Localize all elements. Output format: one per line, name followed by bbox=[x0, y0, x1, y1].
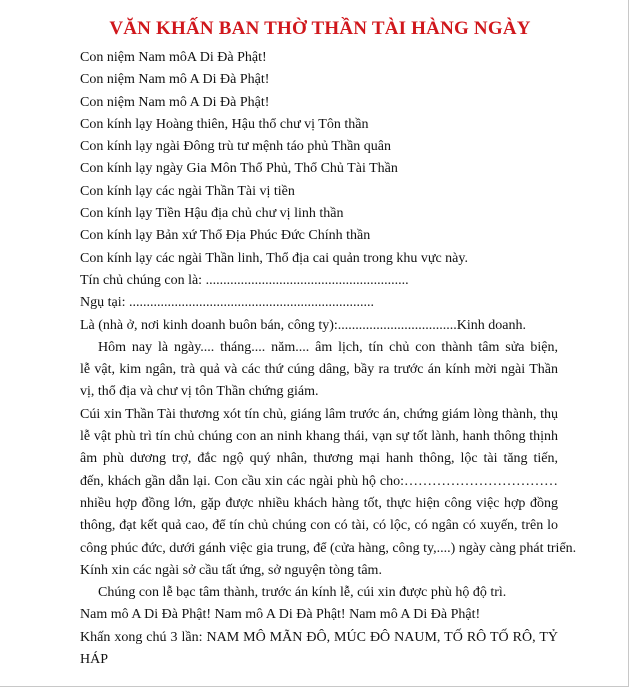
text-line: đến, khách gần dẫn lại. Con cầu xin các ngài phù hộ cho:…………………………… bbox=[80, 473, 558, 489]
text-line: Tín chủ chúng con là: .......................................................... bbox=[80, 272, 409, 288]
text-line: Con kính lạy Tiền Hậu địa chủ chư vị linh thần bbox=[80, 206, 344, 222]
text-line: Hôm nay là ngày.... tháng.... năm.... âm lịch, tín chủ con thành tâm sửa biện, bbox=[98, 339, 558, 355]
text-line: Ngụ tại: ...................................................................... bbox=[80, 295, 374, 311]
text-line: nhiều hợp đồng lớn, gặp được nhiều khách hàng tốt, thực hiện công việc hợp đồng bbox=[80, 495, 558, 511]
text-line: Con kính lạy Hoàng thiên, Hậu thổ chư vị Tôn thần bbox=[80, 116, 369, 132]
text-line: Con kính lạy các ngài Thần linh, Thổ địa cai quản trong khu vực này. bbox=[80, 250, 468, 266]
text-line: Con kính lạy ngài Đông trù tư mệnh táo phủ Thần quân bbox=[80, 139, 392, 155]
text-line: Con kính lạy các ngài Thần Tài vị tiền bbox=[80, 183, 295, 199]
text-line: Con kính lạy ngày Gia Môn Thổ Phủ, Thổ Chủ Tài Thần bbox=[80, 161, 398, 177]
document-title: VĂN KHẤN BAN THỜ THẦN TÀI HÀNG NGÀY bbox=[109, 18, 531, 39]
text-line: lễ vật phù trì tín chủ chúng con an ninh khang thái, vạn sự tốt lành, hanh thông thịnh bbox=[80, 429, 558, 445]
text-line: Con kính lạy Bản xứ Thổ Địa Phúc Đức Chính thần bbox=[80, 228, 371, 244]
text-line: công phúc đức, dưới gánh việc gia trung, để (cửa hàng, công ty,....) ngày càng phát triển. bbox=[80, 540, 577, 556]
text-line: Con niệm Nam mô A Di Đà Phật! bbox=[80, 72, 270, 88]
text-line: Con niệm Nam môA Di Đà Phật! bbox=[80, 50, 267, 65]
text-line: âm phù dương trợ, đắc ngộ quý nhân, thương mại hanh thông, lộc tài tăng tiến, bbox=[80, 451, 558, 467]
text-line: vị, thổ địa và chư vị tôn Thần chứng giám. bbox=[80, 384, 319, 400]
text-line: thông, đạt kết quả cao, để tín chủ chúng con có tài, có lộc, có ngân có xuyến, trên lo bbox=[80, 518, 558, 534]
text-line: Chúng con lễ bạc tâm thành, trước án kính lễ, cúi xin được phù hộ độ trì. bbox=[98, 585, 507, 601]
text-line: Khấn xong chú 3 lần: NAM MÔ MÃN ĐÔ, MÚC ĐÔ NAUM, TỐ RÔ TỐ RÔ, TỶ bbox=[80, 629, 558, 645]
text-line: HÁP bbox=[80, 652, 109, 668]
document-body bbox=[80, 47, 577, 671]
text-line: Kính xin các ngài sở cầu tất ứng, sở nguyện tòng tâm. bbox=[80, 562, 382, 578]
text-line: lễ vật, kim ngân, trà quả và các thứ cúng dâng, bầy ra trước án kính mời ngài Thần bbox=[80, 362, 558, 378]
text-line: Con niệm Nam mô A Di Đà Phật! bbox=[80, 94, 270, 110]
text-line: Nam mô A Di Đà Phật! Nam mô A Di Đà Phật! Nam mô A Di Đà Phật! bbox=[80, 607, 481, 623]
text-line: Là (nhà ở, nơi kinh doanh buôn bán, công ty):..................................Kinh doanh. bbox=[80, 317, 527, 333]
text-line: Cúi xin Thần Tài thương xót tín chủ, giáng lâm trước án, chứng giám lòng thành, thụ bbox=[80, 406, 558, 422]
